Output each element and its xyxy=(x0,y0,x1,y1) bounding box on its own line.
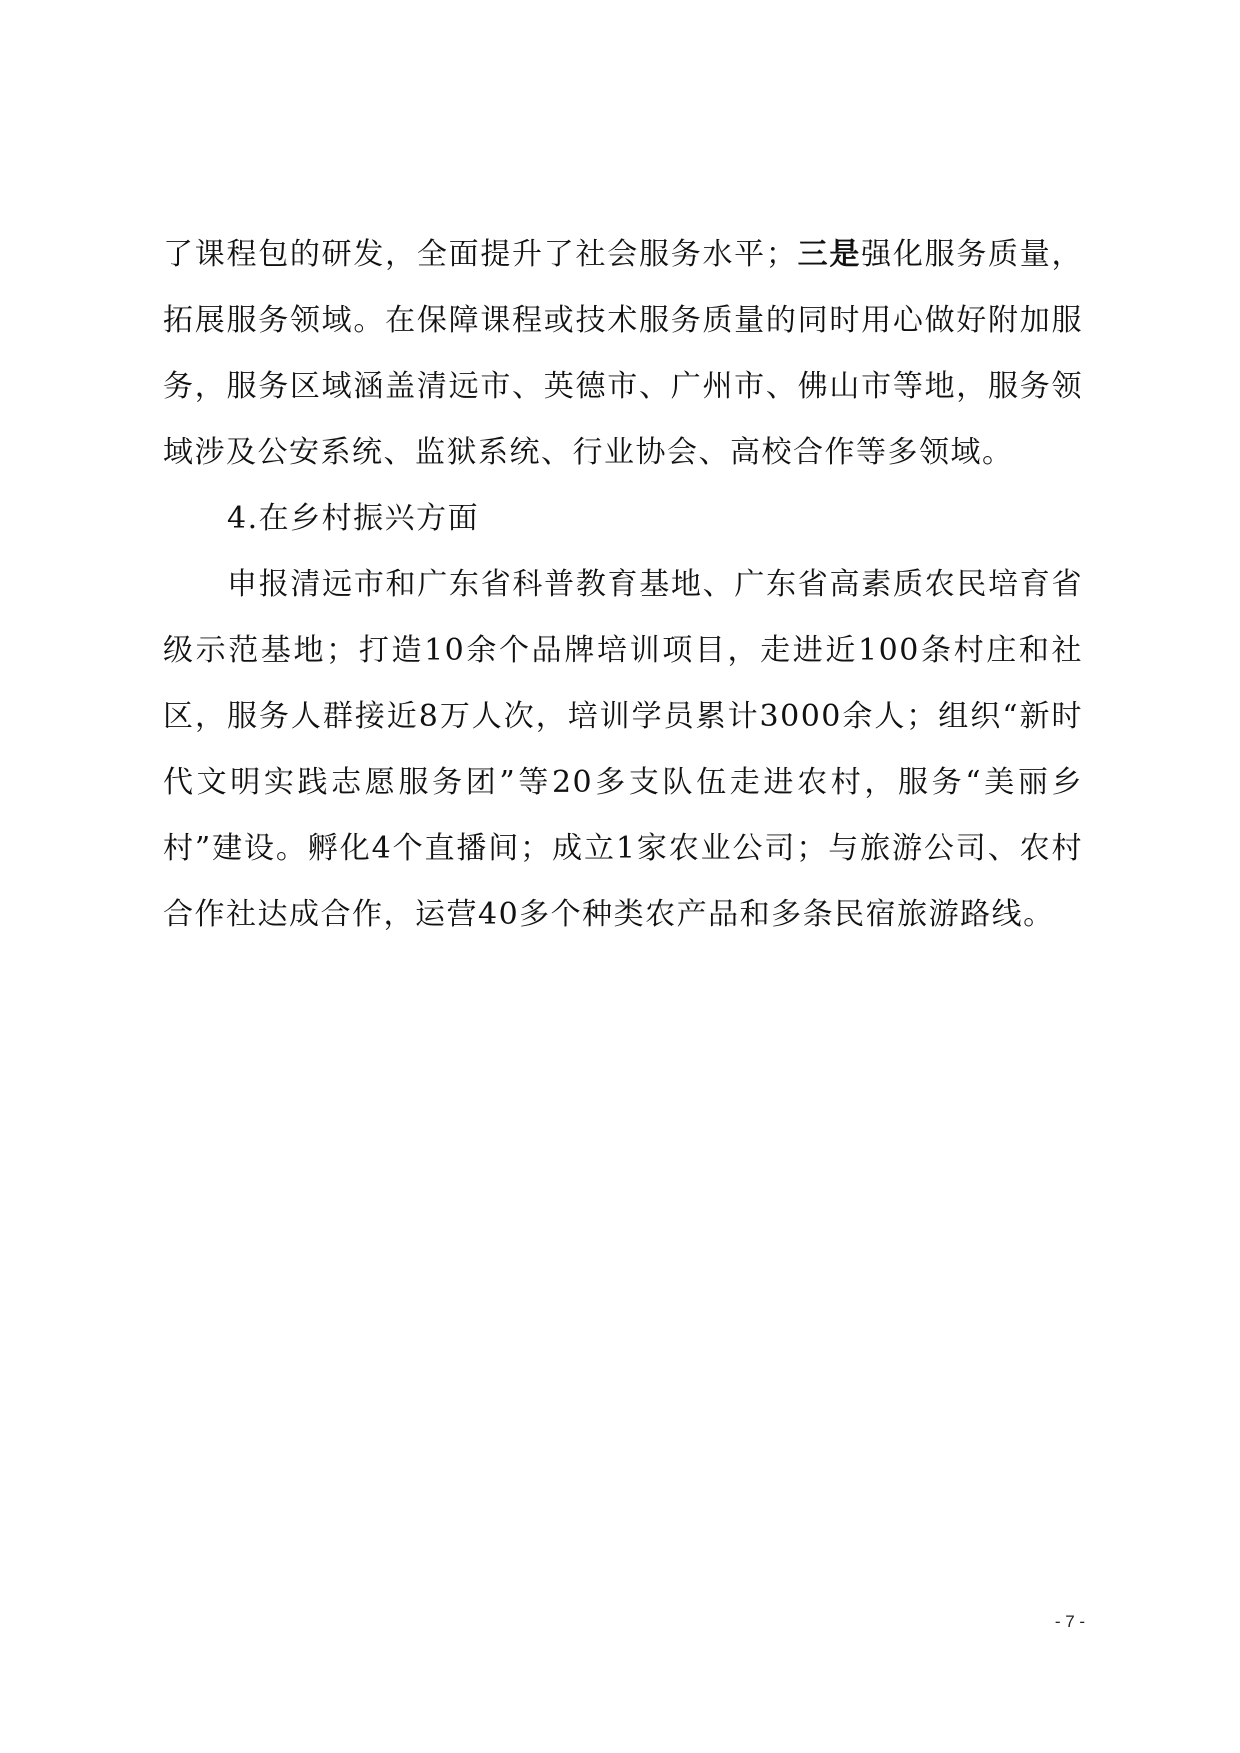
document-body xyxy=(163,222,1083,948)
paragraph-continued xyxy=(163,222,1083,486)
paragraph-rural-revitalization: 申报清远市和广东省科普教育基地、广东省高素质农民培育省级示范基地；打造10余个品牌培训项目，走进近100条村庄和社区，服务人群接近8万人次，培训学员累计3000余人；组织“新时代文明实践志愿服务团”等20多支队伍走进农村，服务“美丽乡村”建设。孵化4个直播间；成立1家农业公司；与旅游公司、农村合作社达成合作，运营40多个种类农产品和多条民宿旅游路线。 xyxy=(163,567,1083,932)
paragraph-text-before: 了课程包的研发，全面提升了社会服务水平； xyxy=(163,237,798,272)
paragraph-emphasis: 三是 xyxy=(797,237,862,272)
section-heading: 4.在乡村振兴方面 xyxy=(227,501,480,536)
page-number: - 7 - xyxy=(1054,1612,1086,1631)
paragraph-text-after: 强化服务质量，拓展服务领域。在保障课程或技术服务质量的同时用心做好附加服务，服务区域涵盖清远市、英德市、广州市、佛山市等地，服务领域涉及公安系统、监狱系统、行业协会、高校合作等多领域。 xyxy=(163,237,1084,470)
